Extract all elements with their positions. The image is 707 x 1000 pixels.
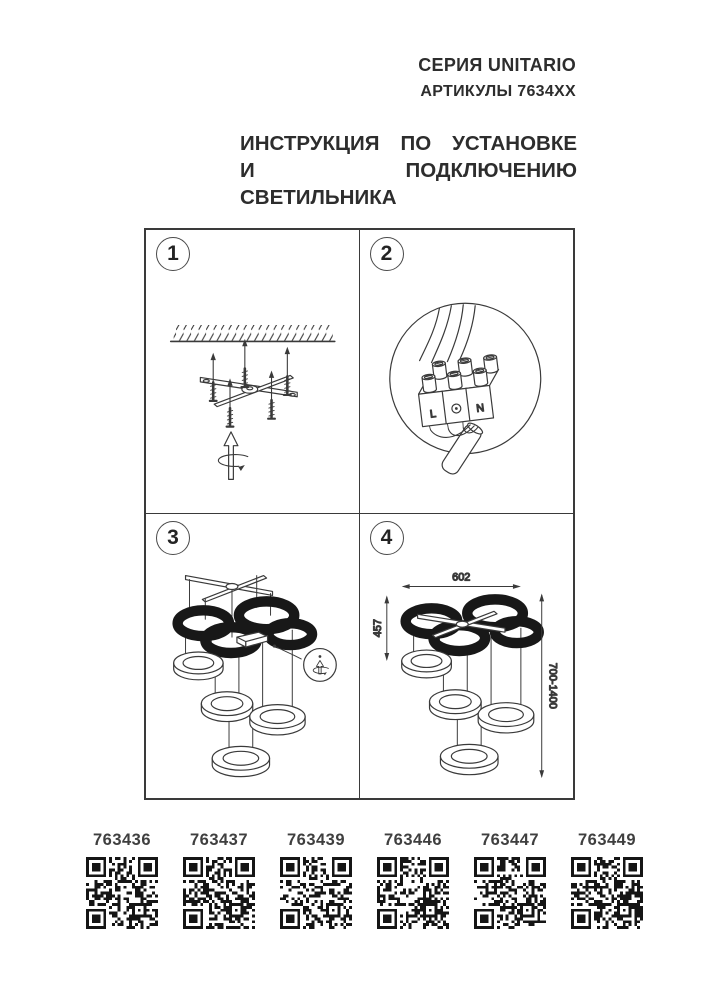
article-column [280, 831, 352, 929]
terminal-label-neutral: N [475, 402, 485, 415]
article-code: 763447 [480, 831, 540, 849]
article-column [474, 831, 546, 929]
article-code: 763437 [189, 831, 249, 849]
pendant-ring-bottom [212, 746, 269, 776]
step-4-number: 4 [370, 521, 404, 555]
step-3-number: 3 [156, 521, 190, 555]
article-code: 763446 [383, 831, 443, 849]
terminal-label-live: L [428, 408, 437, 421]
qr-code [474, 857, 546, 929]
screw-rotation-arrow [218, 432, 247, 479]
screw-detail-callout [273, 644, 336, 681]
article-column [571, 831, 643, 929]
article-qr-row [86, 831, 646, 929]
articles-subtitle: АРТИКУЛЫ 7634XX [420, 83, 576, 100]
pendant-ring-right [478, 703, 534, 733]
dimension-height-label: 457 [371, 619, 384, 638]
step-2-illustration-wiring [360, 230, 574, 513]
article-code: 763436 [92, 831, 152, 849]
dimension-drop-label: 700-1400 [546, 662, 559, 709]
article-column [377, 831, 449, 929]
dimension-height [371, 595, 388, 661]
page-title [240, 130, 577, 211]
pendant-ring-center [201, 692, 252, 722]
pendant-ring-left [174, 652, 223, 680]
step-1-panel [146, 230, 360, 514]
article-column [183, 831, 255, 929]
article-code: 763449 [577, 831, 637, 849]
step-4-panel [360, 514, 574, 798]
qr-code [377, 857, 449, 929]
qr-code [571, 857, 643, 929]
page-title-line1: ИНСТРУКЦИЯ ПО УСТАНОВКЕ [240, 132, 577, 155]
step-4-illustration-dimensions [360, 514, 574, 798]
article-code: 763439 [286, 831, 346, 849]
step-2-number: 2 [370, 237, 404, 271]
article-column [86, 831, 158, 929]
page-title-line2: И ПОДКЛЮЧЕНИЮ СВЕТИЛЬНИКА [240, 159, 577, 209]
step-3-panel [146, 514, 360, 798]
dimension-width [401, 572, 520, 589]
qr-code [86, 857, 158, 929]
qr-code [280, 857, 352, 929]
step-1-number: 1 [156, 237, 190, 271]
pendant-ring-bottom [440, 744, 498, 774]
dimension-width-label: 602 [451, 571, 470, 584]
step-3-illustration-assembly [146, 514, 359, 798]
step-2-panel [360, 230, 574, 514]
qr-code [183, 857, 255, 929]
ceiling-hatch [171, 325, 335, 341]
dimension-drop [539, 593, 558, 778]
pendant-ring-center [429, 690, 481, 720]
series-title: СЕРИЯ UNITARIO [418, 55, 576, 75]
pendant-ring-right [250, 705, 305, 735]
pendant-ring-left [401, 650, 451, 678]
steps-grid [144, 228, 575, 800]
step-1-illustration-mounting-bracket [146, 230, 359, 513]
